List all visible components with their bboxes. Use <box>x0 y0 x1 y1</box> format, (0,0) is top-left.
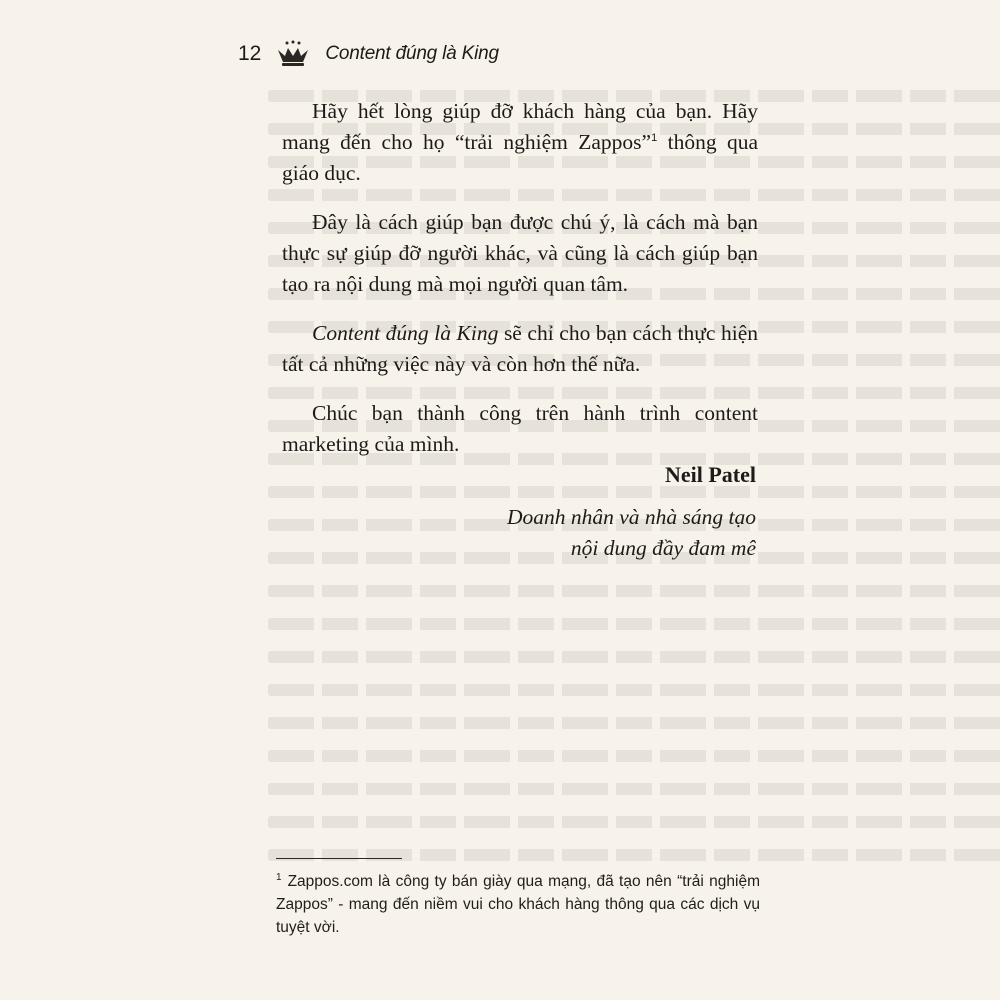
author-name: Neil Patel <box>664 462 756 487</box>
signature-block <box>336 458 756 564</box>
footnote-divider <box>276 858 402 859</box>
footnote-mark: 1 <box>276 871 282 883</box>
author-title-line-2: nội dung đầy đam mê <box>570 536 756 560</box>
book-title-italic: Content đúng là King <box>312 321 499 345</box>
running-header <box>238 38 499 70</box>
main-text <box>282 96 758 478</box>
paragraph-4: Chúc bạn thành công trên hành trình content marketing của mình. <box>282 401 758 456</box>
page-number: 12 <box>238 42 262 65</box>
paragraph-3: Content đúng là King sẽ chỉ cho bạn cách thực hiện tất cả những việc này và còn hơn thế nữa. <box>282 321 758 376</box>
footnote <box>276 870 760 939</box>
crown-icon <box>273 40 313 68</box>
paragraph-1: Hãy hết lòng giúp đỡ khách hàng của bạn. Hãy mang đến cho họ “trải nghiệm Zappos”$^1$ thông qua giáo dục. <box>282 99 758 185</box>
footnote-reference: 1 <box>651 131 658 144</box>
paragraph-2: Đây là cách giúp bạn được chú ý, là cách mà bạn thực sự giúp đỡ người khác, và cũng là cách giúp bạn tạo ra nội dung mà mọi người quan tâm. <box>282 210 758 296</box>
author-title-line-1: Doanh nhân và nhà sáng tạo <box>506 505 756 529</box>
footnote-text: Zappos.com là công ty bán giày qua mạng, đã tạo nên “trải nghiệm Zappos” - mang đến niềm vui cho khách hàng thông qua các dịch vụ tuyệt vời. <box>276 873 760 936</box>
running-title: Content đúng là King <box>325 43 499 64</box>
